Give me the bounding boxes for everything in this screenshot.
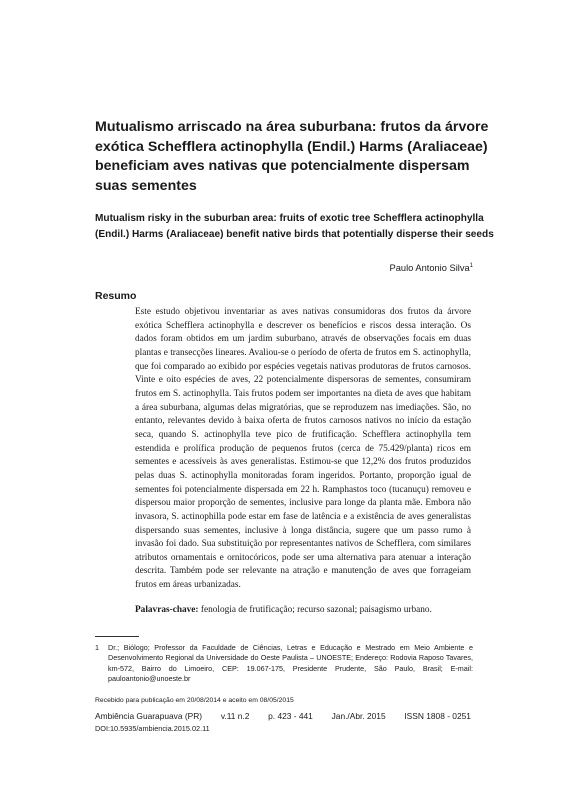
received-date: Recebido para publicação em 20/08/2014 e aceito em 08/05/2015 <box>95 697 294 704</box>
keywords-label: Palavras-chave: <box>135 605 199 615</box>
footnote-text: Dr.; Biólogo; Professor da Faculdade de Ciências, Letras e Educação e Mestrado em Meio Ambiente e Desenvolvimento Regional da Universidade do Oeste Paulista – UNOESTE; Endereço: Rodovia Raposo Tavares, km-572, Bairro do Limoeiro, CEP: 19.067-175, Presidente Prudente, São Paulo, Brasil; E-mail: pauloantonio@unoeste.br <box>108 643 473 683</box>
title-english: Mutualism risky in the suburban area: fruits of exotic tree Schefflera actinophylla (Endil.) Harms (Araliaceae) benefit native birds that potentially disperse their seeds <box>95 213 494 240</box>
journal-volume: v.11 n.2 <box>220 711 250 721</box>
keywords-text: fenologia de frutificação; recurso sazonal; paisagismo urbano. <box>200 605 432 615</box>
keywords <box>135 605 471 615</box>
abstract-text: Este estudo objetivou inventariar as aves nativas consumidoras dos frutos da árvore exótica Schefflera actinophylla e descrever os benefícios e riscos dessa interação. Os dados foram obtidos em um jardim suburbano, através de observações focais em duas plantas e transecções lineares. Avaliou-se o período de oferta de frutos em S. actinophylla, que foi comparado ao exibido por espécies vegetais nativas produtoras de frutos carnosos. Vinte e oito espécies de aves, 22 potencialmente dispersoras de sementes, consumiram frutos em S. actinophylla. Tais frutos podem ser importantes na dieta de aves que habitam a área suburbana, algumas delas migratórias, que se reproduzem nas imediações. São, no entanto, relevantes devido à baixa oferta de frutos carnosos nativos no início da estação seca, quando S. actinophylla teve pico de frutificação. Schefflera actinophylla tem estendida e prolífica produção de pequenos frutos (cerca de 75.429/planta) ricos em sementes e acessíveis às aves generalistas. Estimou-se que 12,2% dos frutos produzidos pelas duas S. actinophylla monitoradas foram ingeridos. Portanto, proporção igual de sementes foi potencialmente dispersada em 22 h. Ramphastos toco (tucanuçu) removeu e dispersou maior proporção de sementes, inclusive para longe da planta mãe. Embora não invasora, S. actinophilla pode estar em fase de latência e a existência de aves generalistas dispersando suas sementes, inclusive à longa distância, sugere que um passo rumo à invasão foi dado. Sua substituição por representantes nativos de Schefflera, com similares atributos ornamentais e ornitocóricos, pode ser uma alternativa para atenuar a interação descrita. Também pode ser relevante na atração e manutenção de aves que forrageiam frutos em áreas urbanizadas. <box>135 307 471 591</box>
title-portuguese: Mutualismo arriscado na área suburbana: frutos da árvore exótica Schefflera actinophylla (Endil.) Harms (Araliaceae) beneficiam aves nativas que potencialmente dispersam suas sementes <box>95 119 489 194</box>
abstract-heading: Resumo <box>95 290 137 302</box>
author-footnote-mark: 1 <box>469 263 473 269</box>
author-line <box>390 263 473 273</box>
footnote-divider <box>95 636 139 637</box>
journal-citation <box>95 711 471 721</box>
doi: DOI:10.5935/ambiencia.2015.02.11 <box>95 724 210 733</box>
journal-pages: p. 423 - 441 <box>268 711 313 721</box>
footnote-number: 1 <box>95 643 99 652</box>
journal-date: Jan./Abr. 2015 <box>331 711 386 721</box>
journal-name: Ambiência Guarapuava (PR) <box>95 711 203 721</box>
author-name: Paulo Antonio Silva <box>389 263 470 274</box>
journal-issn: ISSN 1808 - 0251 <box>404 711 471 721</box>
